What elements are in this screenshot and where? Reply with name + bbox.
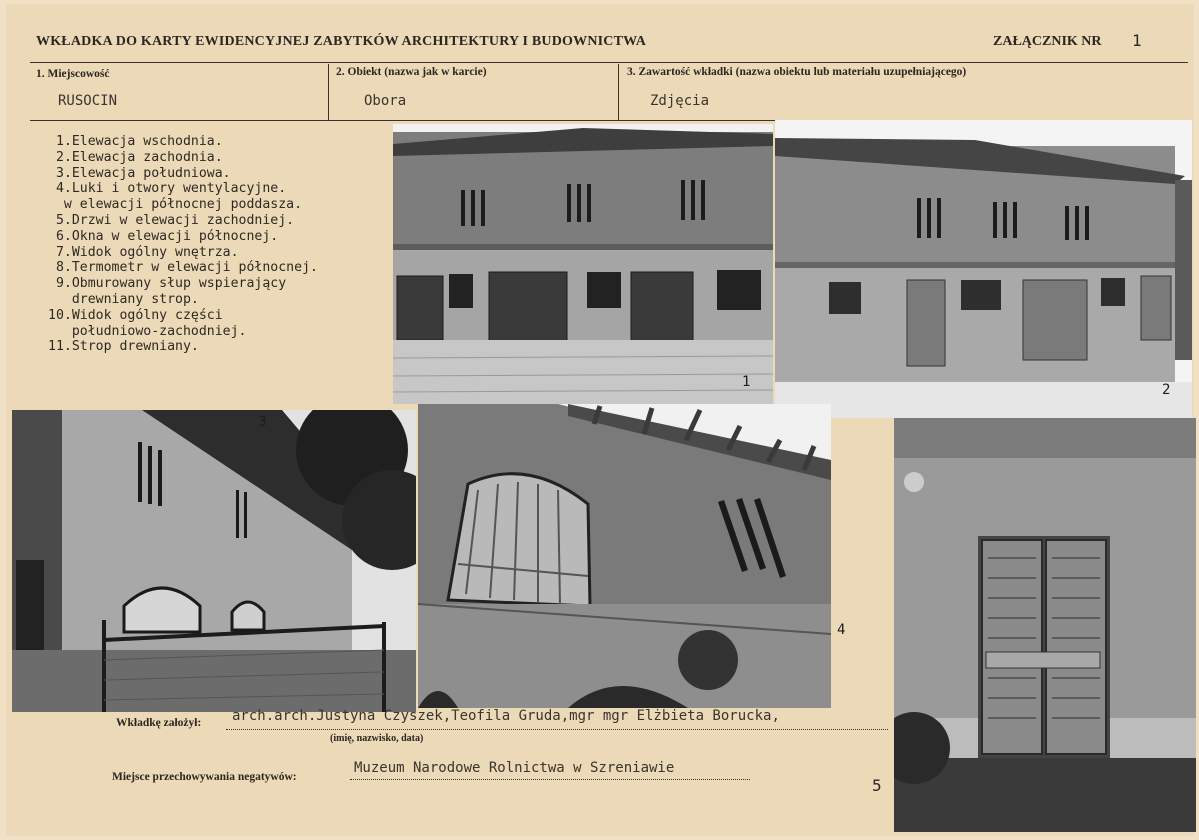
list-item: 4.Luki i otwory wentylacyjne. bbox=[48, 181, 287, 197]
place-label: 1. Miejscowość bbox=[36, 68, 110, 80]
object-value: Obora bbox=[364, 93, 407, 109]
list-item: 10.Widok ogólny części bbox=[48, 307, 223, 323]
author-hint: (imię, nazwisko, data) bbox=[330, 733, 424, 744]
photo-2-west-elevation bbox=[775, 120, 1192, 418]
list-item: 3.Elewacja południowa. bbox=[48, 165, 231, 181]
storage-value: Muzeum Narodowe Rolnictwa w Szreniawie bbox=[354, 760, 675, 776]
photo-5-west-doors bbox=[894, 418, 1196, 832]
object-label: 2. Obiekt (nazwa jak w karcie) bbox=[336, 66, 487, 78]
photo-1-number: 1 bbox=[742, 374, 751, 390]
photo-1-east-elevation bbox=[393, 124, 773, 404]
list-item: 7.Widok ogólny wnętrza. bbox=[48, 244, 239, 260]
list-item: 5.Drzwi w elewacji zachodniej. bbox=[48, 212, 295, 228]
list-item: 1.Elewacja wschodnia. bbox=[48, 134, 223, 149]
field-separator-2 bbox=[618, 64, 619, 120]
annex-label: ZAŁĄCZNIK NR bbox=[993, 34, 1102, 49]
photo-3-south-elevation bbox=[12, 410, 416, 712]
photo-4-ventilation-openings bbox=[418, 404, 831, 708]
list-item: 11.Strop drewniany. bbox=[48, 339, 199, 355]
content-label: 3. Zawartość wkładki (nazwa obiektu lub materiału uzupełniającego) bbox=[627, 66, 967, 78]
list-item: drewniany strop. bbox=[48, 291, 199, 307]
photo-caption-list bbox=[48, 134, 318, 355]
storage-label: Miejsce przechowywania negatywów: bbox=[112, 771, 297, 783]
list-item: 2.Elewacja zachodnia. bbox=[48, 149, 223, 165]
place-value: RUSOCIN bbox=[58, 93, 118, 109]
author-value: arch.arch.Justyna Czyszek,Teofila Gruda,mgr mgr Elżbieta Borucka, bbox=[232, 708, 780, 724]
author-dotted-line bbox=[226, 729, 888, 730]
list-item: w elewacji północnej poddasza. bbox=[48, 197, 303, 213]
photo-5-number: 5 bbox=[872, 776, 882, 795]
header-divider bbox=[30, 62, 1188, 63]
field-separator-1 bbox=[328, 64, 329, 120]
list-item: południowo-zachodniej. bbox=[48, 323, 247, 339]
list-item: 9.Obmurowany słup wspierający bbox=[48, 276, 287, 292]
photo-3-number: 3 bbox=[258, 414, 267, 430]
list-item: 8.Termometr w elewacji północnej. bbox=[48, 260, 318, 276]
photo-2-number: 2 bbox=[1162, 382, 1171, 398]
storage-dotted-line bbox=[350, 779, 750, 780]
card-header-title: WKŁADKA DO KARTY EWIDENCYJNEJ ZABYTKÓW ARCHITEKTURY I BUDOWNICTWA bbox=[36, 34, 647, 49]
content-value: Zdjęcia bbox=[650, 93, 710, 109]
author-label: Wkładkę założył: bbox=[116, 717, 202, 729]
annex-number: 1 bbox=[1132, 31, 1142, 50]
list-item: 6.Okna w elewacji północnej. bbox=[48, 228, 279, 244]
photo-4-number: 4 bbox=[837, 622, 846, 638]
